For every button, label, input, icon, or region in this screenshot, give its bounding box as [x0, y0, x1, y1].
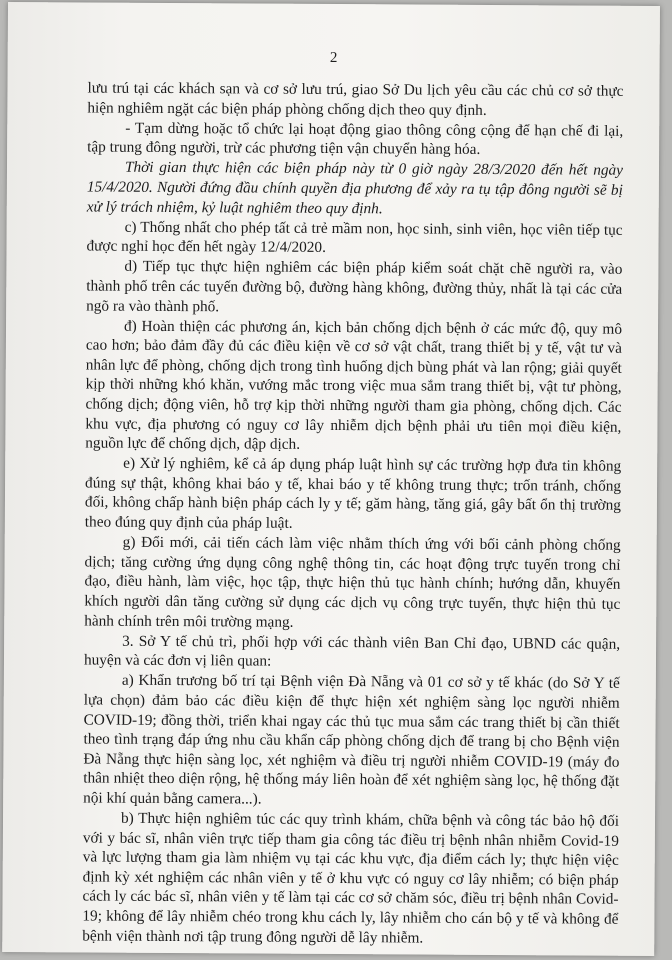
paragraph-intro-continuation: lưu trú tại các khách sạn và cơ sở lưu trú, giao Sở Du lịch yêu cầu các chủ cơ sở thực hiện nghiêm ngặt các biện pháp phòng chống dịch theo quy định. — [87, 79, 624, 119]
document-body — [82, 78, 623, 949]
paragraph-time-period: Thời gian thực hiện các biện pháp này từ 0 giờ ngày 28/3/2020 đến hết ngày 15/4/2020. Người đứng đầu chính quyền địa phương để xảy ra tụ tập đông người sẽ bị xử lý trách nhiệm, kỷ luật nghiêm theo quy định. — [86, 159, 624, 217]
paragraph-item-d: d) Tiếp tục thực hiện nghiêm các biện pháp kiểm soát chặt chẽ người ra, vào thành phố trên các tuyến đường bộ, đường hàng không, đường thủy, nhất là tại các cửa ngõ ra vào thành phố. — [86, 258, 623, 315]
paragraph-item-c: c) Thống nhất cho phép tất cả trẻ mầm non, học sinh, sinh viên, học viên tiếp tục được nghỉ học đến hết ngày 12/4/2020. — [86, 218, 623, 257]
document-page — [2, 2, 660, 956]
paragraph-item-e: e) Xử lý nghiêm, kể cả áp dụng pháp luật hình sự các trường hợp đưa tin không đúng sự thật, không khai báo y tế, khai báo y tế không trung thực; trốn tránh, chống đối, không chấp hành biện pháp cách ly y tế; găm hàng, tăng giá, gây bất ổn thị trường theo đúng quy định của pháp luật. — [84, 455, 622, 532]
paragraph-item-dd: đ) Hoàn thiện các phương án, kịch bản chống dịch bệnh ở các mức độ, quy mô cao hơn; bảo đảm đầy đủ các điều kiện về cơ sở vật chất, trang thiết bị y tế, vật tư và nhân lực để phòng, chống dịch trong tình huống dịch bùng phát và lan rộng; giải quyết kịp thời những khó khăn, vướng mắc trong việc mua sắm trang thiết bị, vật tư phòng, chống dịch; động viên, hỗ trợ kịp thời những người tham gia phòng, chống dịch. Các khu vực, địa phương có nguy cơ lây nhiễm dịch bệnh phải ưu tiên mọi điều kiện, nguồn lực để chống dịch, dập dịch. — [85, 317, 623, 453]
page-number: 2 — [329, 49, 338, 67]
paragraph-item-g: g) Đổi mới, cải tiến cách làm việc nhằm thích ứng với bối cảnh phòng chống dịch; tăng cường ứng dụng công nghệ thông tin, các hoạt động trực tuyến trong chỉ đạo, điều hành, làm việc, học tập, thực hiện thủ tục hành chính; hướng dẫn, khuyến khích người dân tăng cường sử dụng các dịch vụ công trực tuyến, thực hiện thủ tục hành chính trên môi trường mạng. — [84, 533, 621, 631]
paragraph-item-3a: a) Khẩn trương bố trí tại Bệnh viện Đà Nẵng và 01 cơ sở y tế khác (do Sở Y tế lựa chọn) đảm bảo các điều kiện để thực hiện xét nghiệm sàng lọc người nhiễm COVID-19; đồng thời, triển khai ngay các thủ tục mua sắm các trang thiết bị cần thiết theo tình trạng đáp ứng nhu cầu khẩn cấp phòng chống dịch để trang bị cho Bệnh viện Đà Nẵng thực hiện sàng lọc, xét nghiệm và điều trị người nhiễm COVID-19 (máy đo thân nhiệt theo diện rộng, hệ thống máy liên hoàn để xét nghiệm sàng lọc, hệ thống đặt nội khí quản bằng camera...). — [83, 672, 620, 808]
paragraph-item-3b: b) Thực hiện nghiêm túc các quy trình khám, chữa bệnh và công tác bảo hộ đối với y bác sĩ, nhân viên trực tiếp tham gia công tác điều trị bệnh nhân nhiễm Covid-19 và lực lượng tham gia làm nhiệm vụ tại các khu vực, địa điểm cách ly; thực hiện việc định kỳ xét nghiệm các nhân viên y tế ở khu vực có nguy cơ lây nhiễm; có biện pháp cách ly các bác sĩ, nhân viên y tế làm tại các cơ sở chăm sóc, điều trị bệnh nhân Covid-19; không để lây nhiễm chéo trong khu cách ly, lây nhiễm cho cán bộ y tế và không để bệnh viện thành nơi tập trung đông người dễ lây nhiễm. — [82, 809, 620, 947]
paragraph-public-transport: - Tạm dừng hoặc tổ chức lại hoạt động giao thông công cộng để hạn chế đi lại, tập trung đông người, trừ các phương tiện vận chuyển hàng hóa. — [87, 119, 624, 159]
paragraph-section-3: 3. Sở Y tế chủ trì, phối hợp với các thành viên Ban Chỉ đạo, UBND các quận, huyện và các đơn vị liên quan: — [83, 632, 621, 670]
